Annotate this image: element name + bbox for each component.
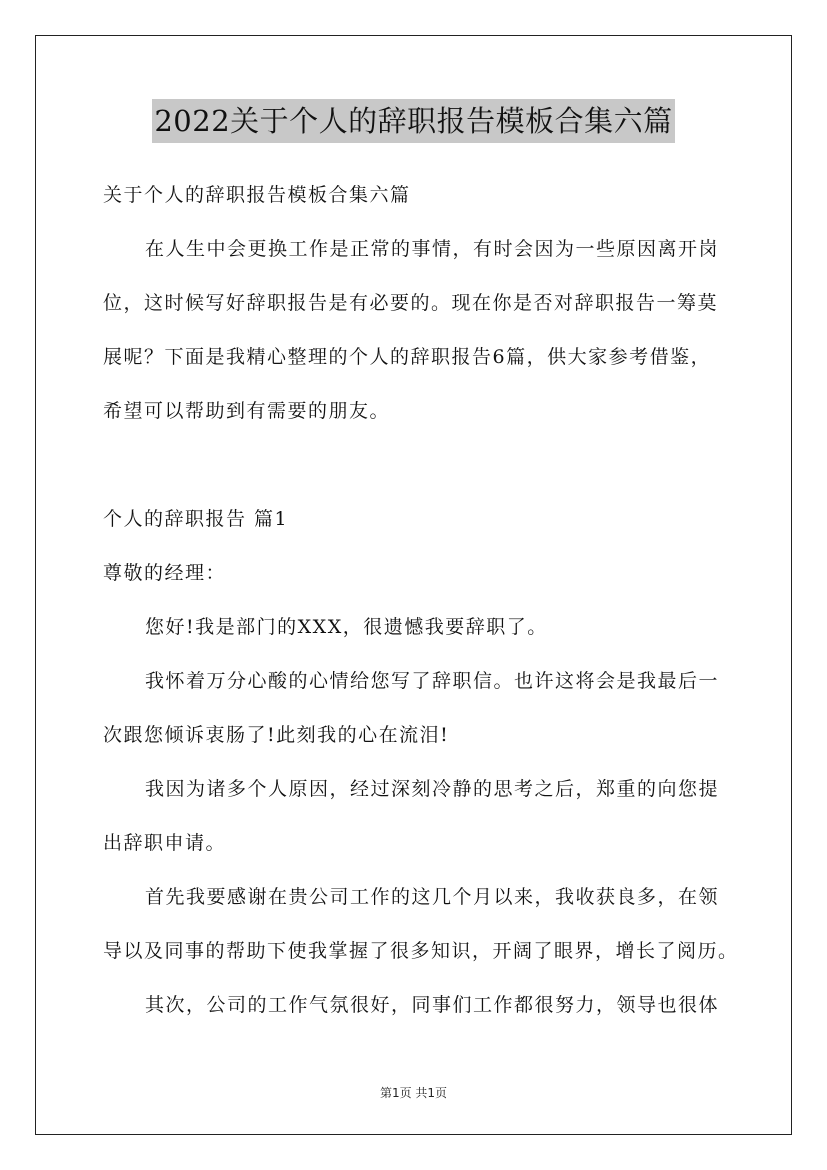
paragraph-line: 首先我要感谢在贵公司工作的这几个月以来，我收获良多，在领 (145, 886, 720, 908)
salutation: 尊敬的经理： (103, 562, 227, 584)
subtitle: 关于个人的辞职报告模板合集六篇 (103, 184, 411, 206)
page-footer: 第1页 共1页 (379, 1086, 448, 1100)
paragraph-line: 展呢？下面是我精心整理的个人的辞职报告6篇，供大家参考借鉴， (103, 346, 712, 368)
paragraph-line: 其次，公司的工作气氛很好，同事们工作都很努力，领导也很体 (145, 994, 720, 1016)
paragraph-line: 位，这时候写好辞职报告是有必要的。现在你是否对辞职报告一筹莫 (103, 292, 719, 314)
paragraph-line: 我怀着万分心酸的心情给您写了辞职信。也许这将会是我最后一 (145, 670, 720, 692)
paragraph-line: 次跟您倾诉衷肠了!此刻我的心在流泪! (103, 724, 450, 746)
section-heading: 个人的辞职报告 篇1 (103, 508, 289, 530)
paragraph-line: 出辞职申请。 (103, 832, 227, 854)
title-container (0, 99, 827, 143)
paragraph-line: 我因为诸多个人原因，经过深刻冷静的思考之后，郑重的向您提 (145, 778, 720, 800)
document-title: 2022关于个人的辞职报告模板合集六篇 (152, 99, 674, 143)
paragraph-line: 您好!我是部门的XXX，很遗憾我要辞职了。 (145, 616, 548, 638)
paragraph-line: 导以及同事的帮助下使我掌握了很多知识，开阔了眼界，增长了阅历。 (103, 940, 739, 962)
paragraph-line: 在人生中会更换工作是正常的事情，有时会因为一些原因离开岗 (145, 238, 720, 260)
paragraph-line: 希望可以帮助到有需要的朋友。 (103, 400, 391, 422)
